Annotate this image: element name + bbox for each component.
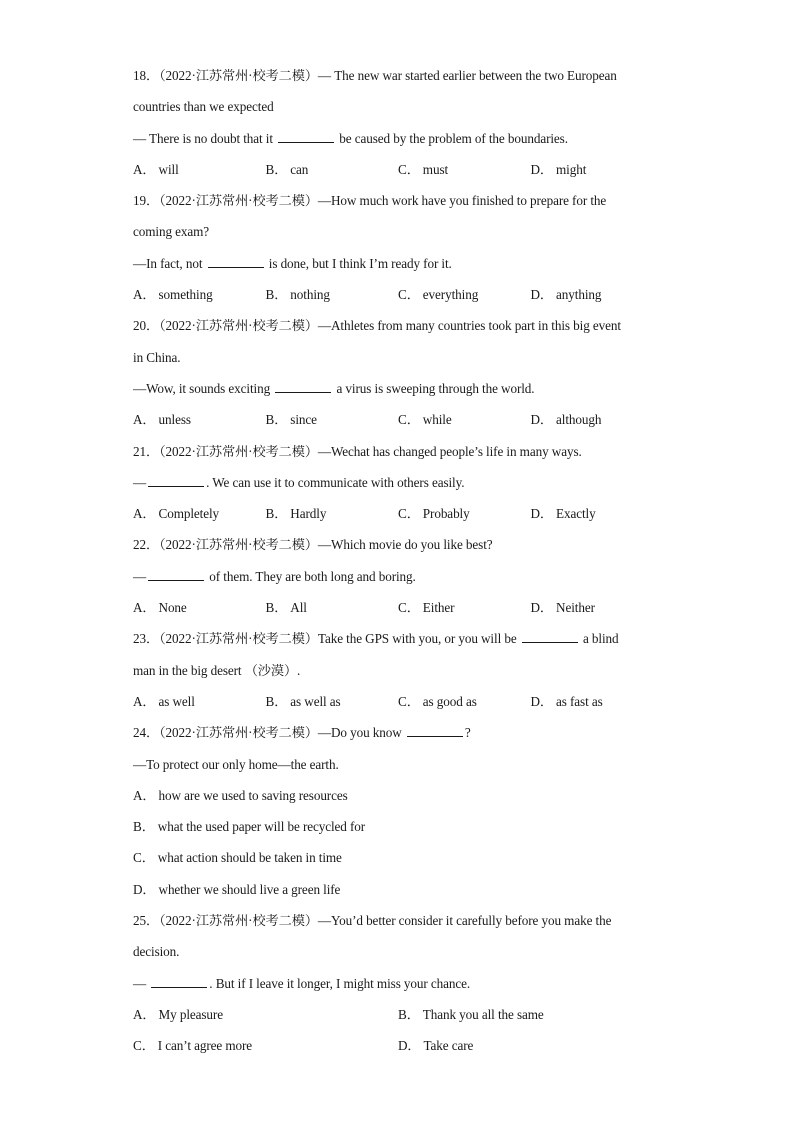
- option-c[interactable]: C． everything: [398, 287, 479, 303]
- option-d[interactable]: D． Exactly: [530, 506, 596, 522]
- options-row: [133, 404, 663, 435]
- option-a[interactable]: A． something: [133, 287, 213, 303]
- option-a[interactable]: A． My pleasure: [133, 1006, 223, 1022]
- option-c[interactable]: C． I can’t agree more: [133, 1038, 253, 1054]
- question-23: [133, 623, 663, 717]
- question-text: decision.: [133, 944, 180, 960]
- option-d[interactable]: D． Take care: [398, 1038, 474, 1054]
- question-18: [133, 60, 663, 185]
- option-c[interactable]: C． Probably: [398, 506, 470, 522]
- option-d[interactable]: D． anything: [530, 287, 602, 303]
- option-d[interactable]: D． although: [530, 412, 602, 428]
- answer-line: — There is no doubt that it be caused by the problem of the boundaries.: [133, 130, 568, 146]
- option-c[interactable]: C． as good as: [398, 693, 477, 709]
- option-c[interactable]: C． Either: [398, 600, 455, 616]
- option-b[interactable]: B． what the used paper will be recycled for: [133, 819, 366, 835]
- answer-blank: [208, 255, 264, 268]
- answer-line: —To protect our only home—the earth.: [133, 756, 339, 772]
- question-text: 20．（2022·江苏常州·校考二模）—Athletes from many countries took part in this big event: [133, 318, 621, 334]
- answer-line: — . We can use it to communicate with others easily.: [133, 474, 465, 490]
- answer-line: —Wow, it sounds exciting a virus is sweeping through the world.: [133, 380, 535, 396]
- options-row: [133, 1030, 663, 1061]
- question-text: 21．（2022·江苏常州·校考二模）—Wechat has changed people’s life in many ways.: [133, 443, 582, 459]
- answer-blank: [148, 568, 204, 581]
- option-a[interactable]: A． will: [133, 161, 179, 177]
- option-b[interactable]: B． can: [265, 161, 309, 177]
- options-row: [133, 592, 663, 623]
- question-text: 22．（2022·江苏常州·校考二模）—Which movie do you like best?: [133, 537, 493, 553]
- question-text: 24．（2022·江苏常州·校考二模）—Do you know ?: [133, 725, 471, 741]
- question-text: 23．（2022·江苏常州·校考二模）Take the GPS with you, or you will be a blind: [133, 631, 619, 647]
- option-a[interactable]: A． how are we used to saving resources: [133, 787, 348, 803]
- question-20: [133, 310, 663, 435]
- option-d[interactable]: D． might: [530, 161, 587, 177]
- question-text: countries than we expected: [133, 99, 274, 115]
- option-a[interactable]: A． None: [133, 600, 187, 616]
- option-a[interactable]: A． unless: [133, 412, 191, 428]
- option-b[interactable]: B． nothing: [265, 287, 330, 303]
- question-21: [133, 436, 663, 530]
- option-b[interactable]: B． All: [265, 600, 307, 616]
- question-25: [133, 905, 663, 1061]
- option-a[interactable]: A． Completely: [133, 506, 220, 522]
- option-b[interactable]: B． Hardly: [265, 506, 327, 522]
- answer-blank: [275, 380, 331, 393]
- answer-blank: [407, 724, 463, 737]
- answer-blank: [148, 474, 204, 487]
- options-row: [133, 154, 663, 185]
- option-c[interactable]: C． while: [398, 412, 452, 428]
- options-row: [133, 498, 663, 529]
- answer-blank: [522, 630, 578, 643]
- options-row: [133, 686, 663, 717]
- answer-blank: [278, 130, 334, 143]
- exam-page: [133, 60, 663, 1062]
- option-a[interactable]: A． as well: [133, 693, 195, 709]
- question-text: 18．（2022·江苏常州·校考二模）— The new war started earlier between the two European: [133, 68, 617, 83]
- option-c[interactable]: C． what action should be taken in time: [133, 850, 342, 866]
- answer-line: — . But if I leave it longer, I might miss your chance.: [133, 975, 471, 991]
- question-text: 19．（2022·江苏常州·校考二模）—How much work have you finished to prepare for the: [133, 193, 607, 209]
- options-row: [133, 999, 663, 1030]
- question-text: 25．（2022·江苏常州·校考二模）—You’d better consider it carefully before you make the: [133, 913, 612, 929]
- option-d[interactable]: D． Neither: [530, 600, 595, 616]
- options-row: [133, 279, 663, 310]
- option-c[interactable]: C． must: [398, 161, 449, 177]
- option-b[interactable]: B． since: [265, 412, 317, 428]
- option-d[interactable]: D． as fast as: [530, 693, 603, 709]
- answer-blank: [151, 975, 207, 988]
- answer-line: —In fact, not is done, but I think I’m ready for it.: [133, 255, 452, 271]
- question-24: [133, 717, 663, 905]
- option-b[interactable]: B． Thank you all the same: [398, 1006, 544, 1022]
- answer-line: — of them. They are both long and boring.: [133, 568, 416, 584]
- question-text: man in the big desert （沙漠）.: [133, 662, 301, 678]
- question-22: [133, 529, 663, 623]
- option-b[interactable]: B． as well as: [265, 693, 341, 709]
- question-text: coming exam?: [133, 224, 210, 240]
- question-19: [133, 185, 663, 310]
- question-text: in China.: [133, 349, 181, 365]
- option-d[interactable]: D． whether we should live a green life: [133, 881, 341, 897]
